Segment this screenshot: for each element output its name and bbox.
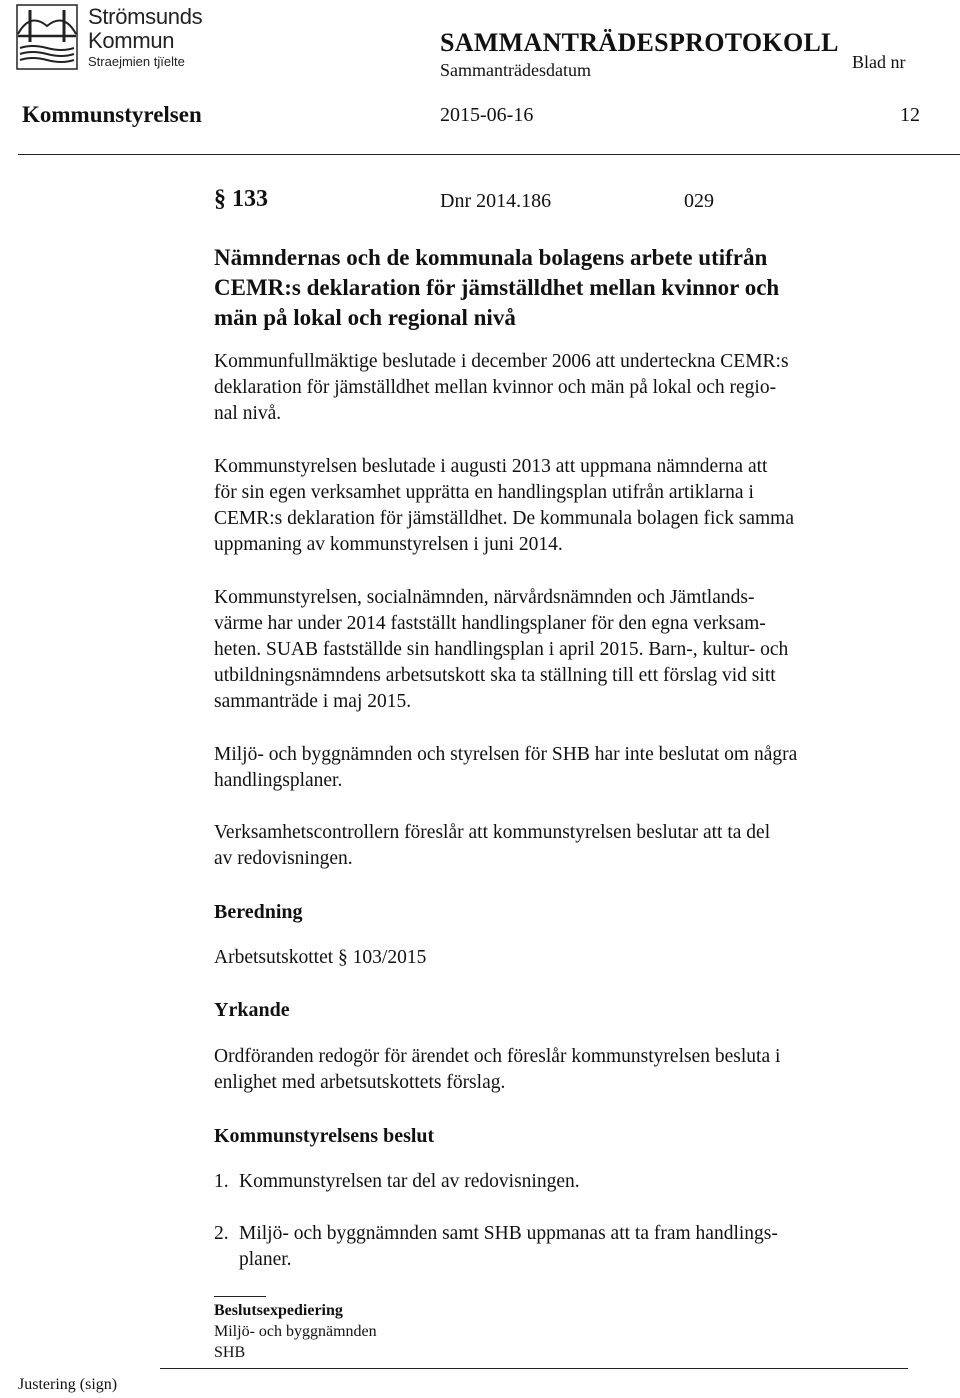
logo-text-line-1: Strömsunds [88, 4, 203, 29]
footer-divider [160, 1368, 908, 1369]
decision-number: 1. [214, 1171, 229, 1192]
text-line: enlighet med arbetsutskottets förslag. [214, 1072, 506, 1093]
text-line: Ordföranden redogör för ärendet och föreslår kommunstyrelsen besluta i [214, 1046, 781, 1067]
decision-text: Kommunstyrelsen tar del av redovisningen. [239, 1171, 580, 1192]
item-title-line: Nämndernas och de kommunala bolagens arbete utifrån [214, 245, 768, 270]
yrkande-heading: Yrkande [214, 999, 290, 1021]
expediering-heading: Beslutsexpediering [214, 1302, 343, 1319]
document-title: SAMMANTRÄDESPROTOKOLL [440, 28, 839, 57]
decision-text: planer. [239, 1249, 292, 1270]
text-line: utbildningsnämndens arbetsutskott ska ta ställning till ett förslag vid sitt [214, 665, 776, 686]
decision-heading: Kommunstyrelsens beslut [214, 1125, 435, 1147]
page-number: 12 [900, 104, 920, 126]
beredning-heading: Beredning [214, 901, 303, 923]
expediering-recipient: SHB [214, 1344, 246, 1361]
decision-number: 2. [214, 1223, 229, 1244]
logo-text-line-3: Straejmien tjïelte [88, 54, 185, 69]
organ-name: Kommunstyrelsen [22, 102, 202, 127]
text-line: heten. SUAB fastställde sin handlingsplan i april 2015. Barn-, kultur- och [214, 639, 789, 660]
diary-code: 029 [684, 190, 714, 212]
text-line: värme har under 2014 fastställt handlingsplaner för den egna verksam- [214, 613, 766, 634]
meeting-date: 2015-06-16 [440, 104, 534, 126]
text-line: sammanträde i maj 2015. [214, 691, 412, 712]
logo-text-line-2: Kommun [88, 28, 175, 53]
text-line: CEMR:s deklaration för jämställdhet. De kommunala bolagen fick samma [214, 508, 794, 529]
meeting-date-label: Sammanträdesdatum [440, 60, 591, 80]
text-line: Miljö- och byggnämnden och styrelsen för SHB har inte beslutat om några [214, 744, 798, 765]
expediering-rule [214, 1296, 266, 1297]
text-line: Kommunstyrelsen beslutade i augusti 2013 att uppmana nämnderna att [214, 456, 768, 477]
text-line: Kommunstyrelsen, socialnämnden, närvårdsnämnden och Jämtlands- [214, 587, 755, 608]
beredning-text: Arbetsutskottet § 103/2015 [214, 947, 427, 968]
text-line: nal nivå. [214, 403, 282, 424]
municipality-logo [16, 4, 216, 74]
text-line: för sin egen verksamhet upprätta en handlingsplan utifrån artiklarna i [214, 482, 754, 503]
text-line: handlingsplaner. [214, 770, 343, 791]
item-title-line: män på lokal och regional nivå [214, 305, 516, 330]
expediering-recipient: Miljö- och byggnämnden [214, 1323, 377, 1340]
signature-label: Justering (sign) [18, 1376, 118, 1393]
text-line: deklaration för jämställdhet mellan kvinnor och män på lokal och regio- [214, 377, 777, 398]
text-line: uppmaning av kommunstyrelsen i juni 2014. [214, 534, 563, 555]
diary-number: Dnr 2014.186 [440, 190, 552, 212]
decision-text: Miljö- och byggnämnden samt SHB uppmanas att ta fram handlings- [239, 1223, 778, 1244]
text-line: Verksamhetscontrollern föreslår att kommunstyrelsen beslutar att ta del [214, 822, 771, 843]
bridge-emblem-icon [16, 4, 78, 70]
item-title-line: CEMR:s deklaration för jämställdhet mellan kvinnor och [214, 275, 780, 300]
text-line: av redovisningen. [214, 848, 353, 869]
item-title [214, 243, 874, 333]
sheet-number-label: Blad nr [852, 52, 906, 72]
text-line: Kommunfullmäktige beslutade i december 2006 att underteckna CEMR:s [214, 351, 789, 372]
header-divider [18, 154, 960, 155]
section-number: § 133 [214, 186, 268, 212]
